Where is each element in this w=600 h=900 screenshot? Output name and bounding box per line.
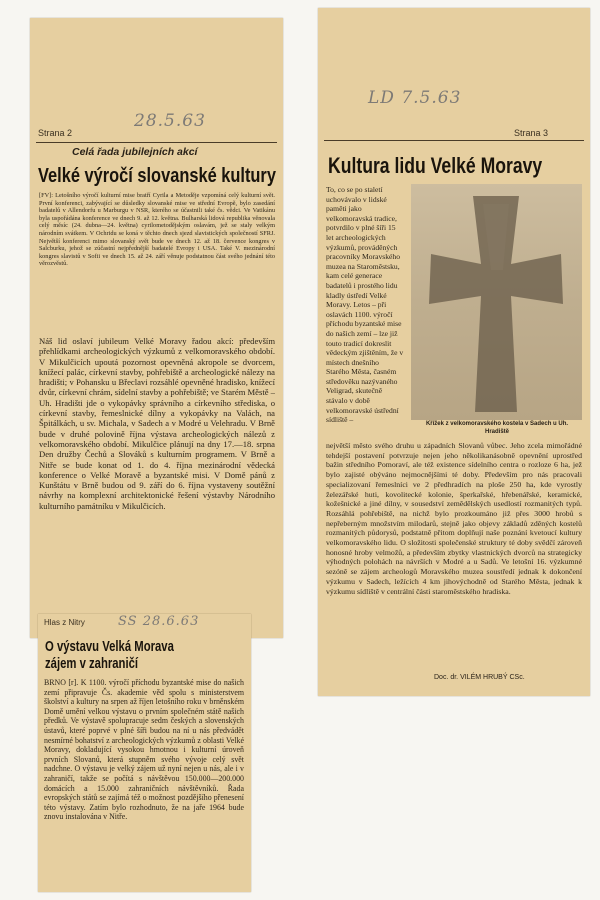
column-a: To, co se po staletí uchovávalo v lidské paměti jako velkomoravská tradice, potvrdilo v plné šíři 15 let archeologických výzkumů, prováděných pracovníky Moravského muzea na Staroměstsku, kam celé generace badatelů i prostého lidu kladly ústředí Velké Moravy. Letos – při oslavách 1100. výročí příchodu byzantské mise do našich zemí – lze již touto tradicí dokreslit vědeckým zjištěním, že v místech dnešního Starého Města, časném středověku nazývaného Veligrad, skutečně stávalo v době velkomoravské ústřední sídliště – [326,185,404,425]
handwritten-date: LD 7.5.63 [368,88,462,108]
body-paragraph: BRNO [r]. K 1100. výročí příchodu byzantské mise do našich zemí připravuje Čs. akademie věd spolu s ministerstvem školství a kultury na srpen až říjen letošního roku v brněnském Domě umění velkou výstavu o prvním společném státě našich předků. Ve výstavě spolupracuje sedm českých a slovenských ústavů, které poprvé v plné šíři budou na ní u nás předvádět nesmírné bohatství z archeologických výzkumů z oblasti Velké Moravy, dokladující vysokou hmotnou i kulturní úroveň prvních Slovanů, která stupněm svého vývoje celý svět nadchne. O výstavu je velký zájem už nyní nejen u nás, ale i v zahraničí, takže se počítá s návštěvou 150.000—200.000 domácích a 15.000 zahraničních návštěvníků. Řada evropských států se zajímá též o možnost pozdějšího přenesení této výstavy. Zatím bylo rozhodnuto, že na jaře 1964 bude znovu instalována v Nitře. [44,678,244,822]
header-rule [324,140,584,141]
page-label: Strana 2 [38,128,73,138]
author-byline: Doc. dr. VILÉM HRUBÝ CSc. [434,674,525,681]
headline: Kultura lidu Velké Moravy [328,153,543,178]
photo-caption: Křížek z velkomoravského kostela v Sadech u Uh. Hradiště [425,421,569,435]
clipping-vystava-velka-morava [38,614,251,892]
handwritten-date: SS 28.6.63 [118,614,200,629]
clipping-velke-vyroci [30,18,283,638]
handwritten-date: 28.5.63 [134,111,206,131]
lead-paragraph: [FV]: Letošního výročí kulturní mise bratří Cyrila a Metoděje vzpomíná celý kulturní svět. První konferenci, zabývající se důsledky slovanské mise ve střední Evropě, bylo zasedání badatelů v Allendorfu u Marburgu v NSR, kterého se účastnili také čs. vědci. Ve Vatikánu byla uspořádána konference ve dnech 9. až 12. května. Bulharská lidová republika věnovala celý měsíc (24. dubna—24. května) cyrilometodějským oslavám, jež se staly velkým národním svátkem. V Ochridu se koná v těchto dnech sjezd slavistických společností SFRJ. Největší konferenci mimo slovanský svět bude ve dnech 12. až 18. července kongres v Salcburku, jehož se zúčastní nejpřednější badatelé Evropy i USA. Také V. mezinárodní kongres slavistů v Sofii ve dnech 15. až 24. září věnuje podstatnou část svého jednání této věrozvěstů. [39,192,275,268]
kicker: Celá řada jubilejních akcí [72,146,198,158]
cross-photo [411,184,582,420]
headline-line-1: O výstavu Velká Morava [45,639,174,655]
headline: Velké výročí slovanské kultury [38,165,276,187]
cross-icon [411,184,582,420]
header-label: Hlas z Nitry [44,618,85,627]
body-paragraph: Náš lid oslaví jubileum Velké Moravy řadou akcí: především přehlídkami archeologických výzkumů z velkomoravského období. V Mikulčicích upoutá pozornost opevněná akropole se dvorcem, knížecí palác, církevní stavby, pohřebiště a archeologické nálezy na hradišti; v Pohansku u Břeclavi rozsáhlé opevněné hradisko, knížecí dvůr, církevní chrám, sídelní stavby a pohřebiště; ve Starém Městě – Uh. Hradišti jde o vykopávky správního a církevního střediska, o církevní stavby, řemeslnické dílny a vykopávky na Valách, na Špitálkách, u sv. Michala, v Sadech a v Modré u Velehradu. V Brně bude v druhé polovině října výstava archeologických nálezů z velkomoravského období. Mikulčice plánují na dny 17.—18. srpna Den družby Čechů a Slováků s kulturním programem. V Brně a Nitře se bude konat od 1. do 4. října mezinárodní vědecká konference o Velké Moravě a byzantské misi. V Domě pánů z Kunštátu v Brně budou od 9. září do 6. října vystaveny soutěžní návrhy na komplexní architektonické řešení výstavby Národního kulturního památníku v Mikulčicích. [39,336,275,511]
header-rule [36,142,277,143]
clipping-kultura-lidu [318,8,590,696]
page-label: Strana 3 [514,128,549,138]
column-b: největší město svého druhu u západních Slovanů vůbec. Jeho zcela mimořádné tehdejší postavení potvrzuje nejen jeho několikanásobně opevnění uprostřed bažin středního Pomoraví, ale též existence sídelního centra o rozloze 6 ha, jež bylo zajisté obýváno nejmocnějšími té doby. Především pro nás pracovali specializovaní řemeslníci ve 2 předhradích na ploše 250 ha, kde vyrostly železářské huti, kovolitecké kolonie, šperkařské, hřebenářské, keramické, kožešnické a jiné dílny, v sousedství zemědělských usedlostí rozmanitých typů. Rozsáhlá pohřebiště, na nichž bylo prozkoumáno již přes 3000 hrobů s nepřeberným množstvím milodarů, stejně jako objevy základů zděných kostelů rozmanitých půdorysů, podstatně přitom doplňují naše poznání kvetoucí kultury velkomoravského lidu. O složitosti společenské struktury té doby svědčí zároveň honosné hroby velmožů, a především zbytky vlastnických dvorců na strategicky výhodných polohách na návrších v Modré a u Sadů. Ve letošní 16. výzkumné sezóně se zájem archeologů Moravského muzea soustředí jednak k dokončení výzkumu v Sadech, ležících 4 km jihovýchodně od Starého Města, jednak k výzkumu sídliště v centrální části staroměstského hradiska. [326,441,582,596]
headline-line-2: zájem v zahraničí [45,656,139,672]
